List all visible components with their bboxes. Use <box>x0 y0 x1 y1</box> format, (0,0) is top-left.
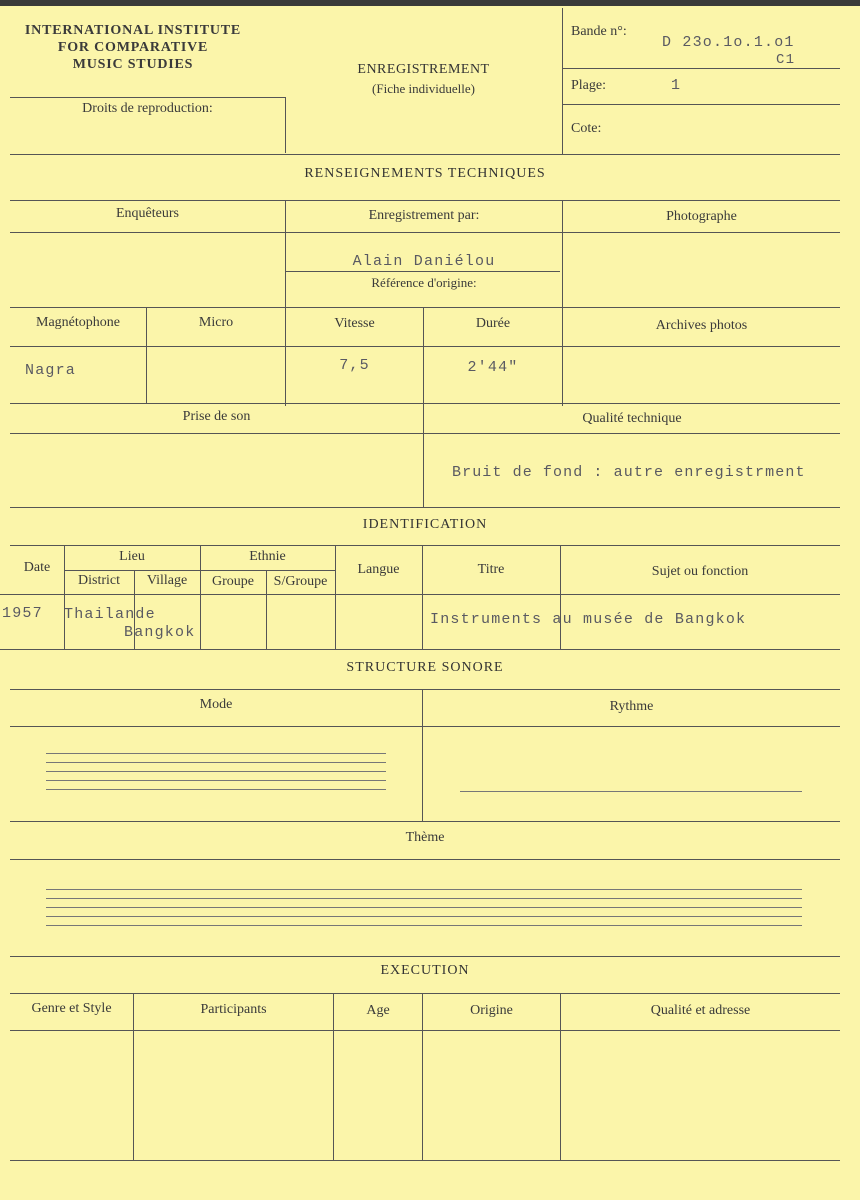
genre-label: Genre et Style <box>31 1001 112 1016</box>
enregistrement-value: Alain Daniélou <box>352 253 496 270</box>
sgroupe-label: S/Groupe <box>273 574 328 589</box>
rule <box>10 859 840 860</box>
rule <box>10 403 840 404</box>
rule <box>10 545 840 546</box>
rule <box>285 97 286 153</box>
section-identification-title: IDENTIFICATION <box>362 517 488 532</box>
mode-staff-line <box>46 780 386 781</box>
rule <box>10 956 840 957</box>
duree-value: 2'44" <box>467 359 519 376</box>
rule <box>562 68 840 69</box>
rule <box>10 433 840 434</box>
district-label: District <box>78 573 120 588</box>
rule <box>133 993 134 1160</box>
institute-name-line2: FOR COMPARATIVE <box>57 40 209 55</box>
rythme-line <box>460 791 802 792</box>
theme-staff-line <box>46 916 802 917</box>
institute-name-line1: INTERNATIONAL INSTITUTE <box>24 23 242 38</box>
rule <box>10 232 840 233</box>
rule <box>285 200 286 406</box>
photographe-label: Photographe <box>666 209 737 224</box>
vitesse-value: 7,5 <box>339 357 370 374</box>
rule <box>0 594 840 595</box>
rule <box>560 545 561 649</box>
qualite-adresse-label: Qualité et adresse <box>650 1003 751 1018</box>
participants-label: Participants <box>200 1002 267 1017</box>
village-label: Village <box>146 573 188 588</box>
enqueteurs-label: Enquêteurs <box>116 206 179 221</box>
qualite-value: Bruit de fond : autre enregistrment <box>452 464 806 481</box>
form-title: ENREGISTREMENT <box>357 62 490 77</box>
section-structure-title: STRUCTURE SONORE <box>346 660 504 675</box>
micro-label: Micro <box>198 315 234 330</box>
rule <box>10 726 840 727</box>
date-label: Date <box>23 560 51 575</box>
age-label: Age <box>366 1003 390 1018</box>
reference-label: Référence d'origine: <box>371 275 477 290</box>
rule <box>562 8 563 154</box>
rule <box>562 104 840 105</box>
rule <box>10 307 840 308</box>
rule <box>10 689 840 690</box>
duree-label: Durée <box>475 316 511 331</box>
cote-label: Cote: <box>571 121 602 136</box>
titre-label: Titre <box>477 562 505 577</box>
rule <box>10 993 840 994</box>
rule <box>10 507 840 508</box>
rule <box>423 307 424 507</box>
village-value: Bangkok <box>124 624 196 641</box>
date-value: 1957 <box>2 605 43 622</box>
bande-label: Bande n°: <box>571 24 627 39</box>
institute-name-line3: MUSIC STUDIES <box>72 57 194 72</box>
rythme-label: Rythme <box>609 699 654 714</box>
rule <box>10 200 840 201</box>
top-edge <box>0 0 860 6</box>
rule <box>10 346 840 347</box>
mode-staff-line <box>46 753 386 754</box>
section-technique-title: RENSEIGNEMENTS TECHNIQUES <box>304 166 546 181</box>
ethnie-label: Ethnie <box>249 549 286 564</box>
rule <box>0 649 840 650</box>
groupe-label: Groupe <box>212 574 254 589</box>
lieu-label: Lieu <box>119 549 145 564</box>
form-subtitle: (Fiche individuelle) <box>372 81 475 96</box>
rights-top-rule <box>10 97 285 98</box>
prise-label: Prise de son <box>182 409 251 424</box>
section-execution-title: EXECUTION <box>380 963 470 978</box>
rule <box>422 545 423 649</box>
langue-label: Langue <box>357 562 400 577</box>
theme-staff-line <box>46 907 802 908</box>
mode-staff-line <box>46 789 386 790</box>
rule <box>562 200 563 406</box>
origine-label: Origine <box>470 1003 513 1018</box>
mode-staff-line <box>46 771 386 772</box>
rule <box>335 545 336 649</box>
magnetophone-value: Nagra <box>25 362 77 379</box>
district-value: Thailande <box>64 606 156 623</box>
mode-label: Mode <box>199 697 233 712</box>
rule <box>10 154 840 155</box>
titre-value: Instruments au musée de Bangkok <box>430 611 747 628</box>
magnetophone-label: Magnétophone <box>36 315 120 330</box>
qualite-label: Qualité technique <box>582 411 682 426</box>
rule <box>10 1160 840 1161</box>
rule <box>10 1030 840 1031</box>
vitesse-label: Vitesse <box>334 316 375 331</box>
plage-label: Plage: <box>571 78 606 93</box>
rule <box>422 689 423 821</box>
bande-value: D 23o.1o.1.o1 <box>662 34 795 51</box>
bande-value-suffix: C1 <box>776 52 796 68</box>
rule <box>10 821 840 822</box>
rule <box>286 271 560 272</box>
sujet-label: Sujet ou fonction <box>651 564 749 579</box>
rule <box>64 570 335 571</box>
mode-staff-line <box>46 762 386 763</box>
plage-value: 1 <box>671 77 682 94</box>
theme-staff-line <box>46 925 802 926</box>
theme-label: Thème <box>405 830 445 845</box>
archives-label: Archives photos <box>655 318 748 333</box>
theme-staff-line <box>46 889 802 890</box>
rights-label: Droits de reproduction: <box>82 101 213 116</box>
theme-staff-line <box>46 898 802 899</box>
enregistrement-label: Enregistrement par: <box>368 208 480 223</box>
